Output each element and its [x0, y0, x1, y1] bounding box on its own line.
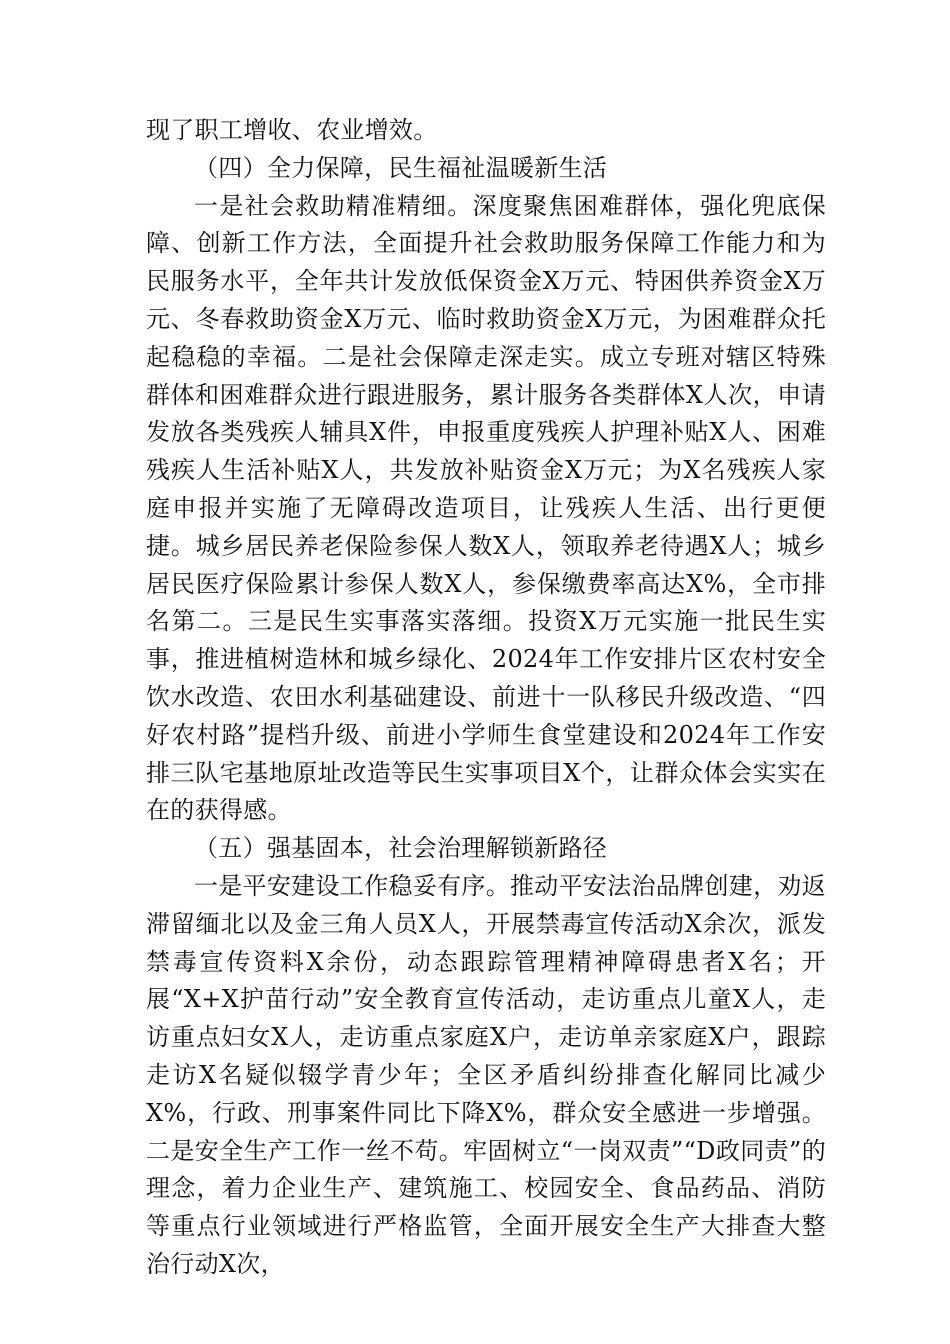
- section-heading-five: （五）强基固本，社会治理解锁新路径: [194, 834, 608, 863]
- document-body: [146, 112, 826, 1284]
- paragraph-continuation: 现了职工增收、农业增效。: [146, 116, 438, 144]
- paragraph-social-assistance: 一是社会救助精准精细。深度聚焦困难群体，强化兜底保障、创新工作方法，全面提升社会救助服务保障工作能力和为民服务水平，全年共计发放低保资金X万元、特困供养资金X万元、冬春救助资金X万元、临时救助资金X万元，为困难群众托起稳稳的幸福。二是社会保障走深走实。成立专班对辖区特殊群体和困难群众进行跟进服务，累计服务各类群体X人次，申请发放各类残疾人辅具X件，申报重度残疾人护理补贴X人、困难残疾人生活补贴X人，共发放补贴资金X万元；为X名残疾人家庭申报并实施了无障碍改造项目，让残疾人生活、出行更便捷。城乡居民养老保险参保人数X人，领取养老待遇X人；城乡居民医疗保险累计参保人数X人，参保缴费率高达X%，全市排名第二。三是民生实事落实落细。投资X万元实施一批民生实事，推进植树造林和城乡绿化、2024年工作安排片区农村安全饮水改造、农田水利基础建设、前进十一队移民升级改造、“四好农村路”提档升级、前进小学师生食堂建设和2024年工作安排三队宅基地原址改造等民生实事项目X个，让群众体会实实在在的获得感。: [146, 191, 826, 825]
- section-heading-four: （四）全力保障，民生福祉温暖新生活: [194, 153, 608, 182]
- paragraph-social-governance: 一是平安建设工作稳妥有序。推动平安法治品牌创建，劝返滞留缅北以及金三角人员X人，开展禁毒宣传活动X余次，派发禁毒宣传资料X余份，动态跟踪管理精神障碍患者X名；开展“X+X护苗行动”安全教育宣传活动，走访重点儿童X人，走访重点妇女X人，走访重点家庭X户，走访单亲家庭X户，跟踪走访X名疑似辍学青少年；全区矛盾纠纷排查化解同比减少X%，行政、刑事案件同比下降X%，群众安全感进一步增强。二是安全生产工作一丝不苟。牢固树立“一岗双责”“D政同责”的理念，着力企业生产、建筑施工、校园安全、食品药品、消防等重点行业领域进行严格监管，全面开展安全生产大排查大整治行动X次，: [146, 871, 826, 1278]
